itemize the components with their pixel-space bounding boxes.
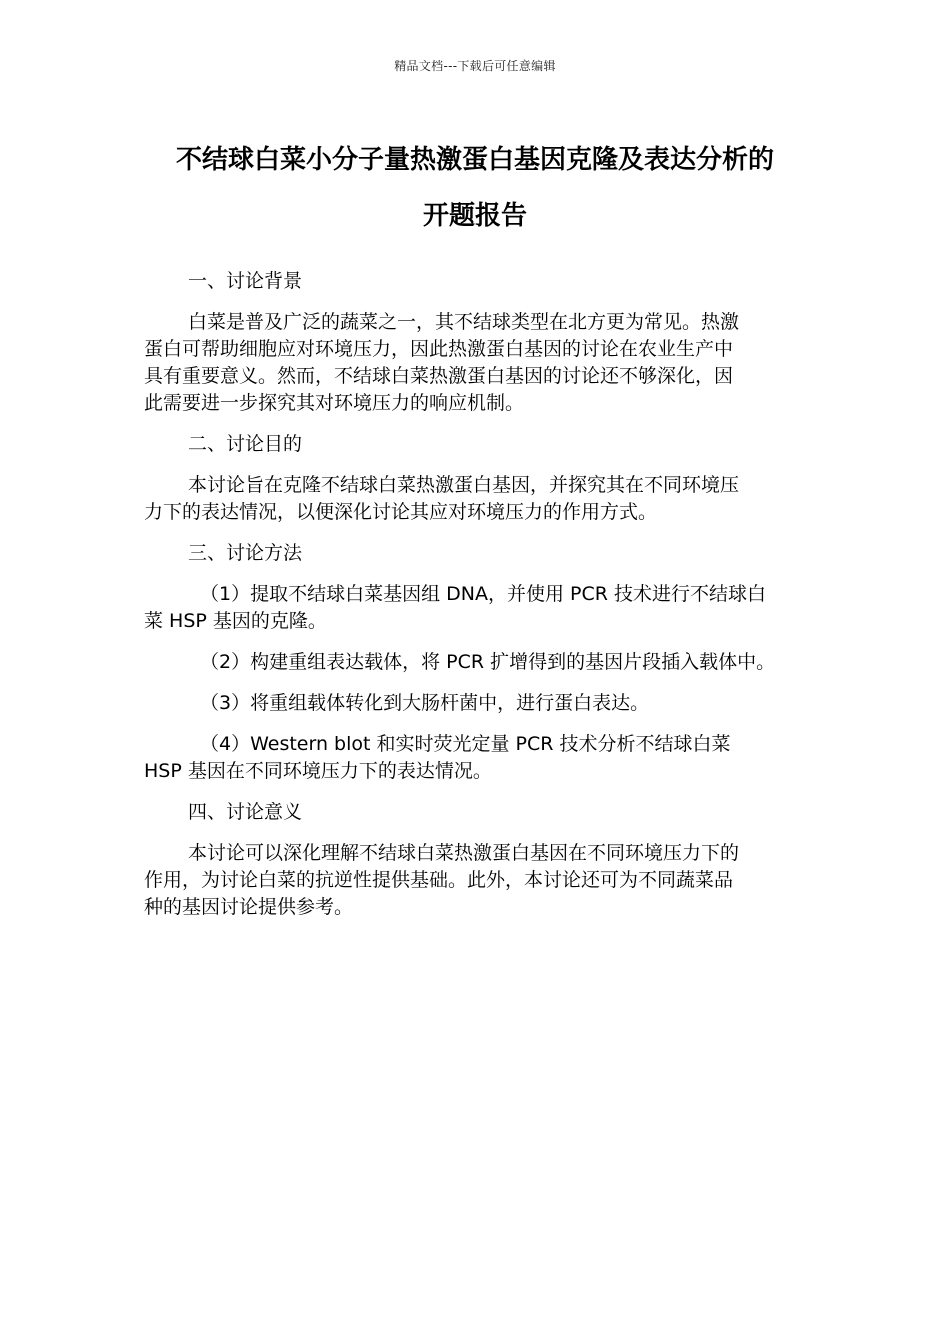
text-line: （1）提取不结球白菜基因组 DNA，并使用 PCR 技术进行不结球白 [200,583,766,605]
method-item-2 [144,649,806,676]
section-heading-purpose: 二、讨论目的 [188,433,303,455]
method-item-1 [144,581,806,635]
section-heading-significance: 四、讨论意义 [188,801,303,823]
text-line: （4）Western blot 和实时荧光定量 PCR 技术分析不结球白菜 [200,733,731,755]
header-note: 精品文档---下载后可任意编辑 [394,59,556,73]
paragraph-background [144,309,806,417]
paragraph-purpose [144,472,806,526]
method-item-3 [144,690,806,717]
text-line: 本讨论旨在克隆不结球白菜热激蛋白基因，并探究其在不同环境压 [188,474,740,496]
text-line: （2）构建重组表达载体，将 PCR 扩增得到的基因片段插入载体中。 [200,651,776,673]
text-line: 种的基因讨论提供参考。 [144,896,354,918]
text-line: 菜 HSP 基因的克隆。 [144,610,327,632]
text-line: 白菜是普及广泛的蔬菜之一，其不结球类型在北方更为常见。热激 [188,311,740,333]
text-line: 此需要进一步探究其对环境压力的响应机制。 [144,392,525,414]
title-line-2: 开题报告 [422,201,527,231]
paragraph-significance [144,840,806,921]
text-line: HSP 基因在不同环境压力下的表达情况。 [144,760,492,782]
title-line-1: 不结球白菜小分子量热激蛋白基因克隆及表达分析的 [175,145,774,175]
text-line: 力下的表达情况，以便深化讨论其应对环境压力的作用方式。 [144,501,658,523]
document-body [144,268,806,935]
method-item-4 [144,731,806,785]
text-line: 作用，为讨论白菜的抗逆性提供基础。此外，本讨论还可为不同蔬菜品 [144,869,734,891]
text-line: （3）将重组载体转化到大肠杆菌中，进行蛋白表达。 [200,692,650,714]
section-heading-methods: 三、讨论方法 [188,542,303,564]
document-title [120,132,830,244]
text-line: 蛋白可帮助细胞应对环境压力，因此热激蛋白基因的讨论在农业生产中 [144,338,734,360]
text-line: 本讨论可以深化理解不结球白菜热激蛋白基因在不同环境压力下的 [188,842,740,864]
section-heading-background: 一、讨论背景 [188,270,303,292]
text-line: 具有重要意义。然而，不结球白菜热激蛋白基因的讨论还不够深化，因 [144,365,734,387]
